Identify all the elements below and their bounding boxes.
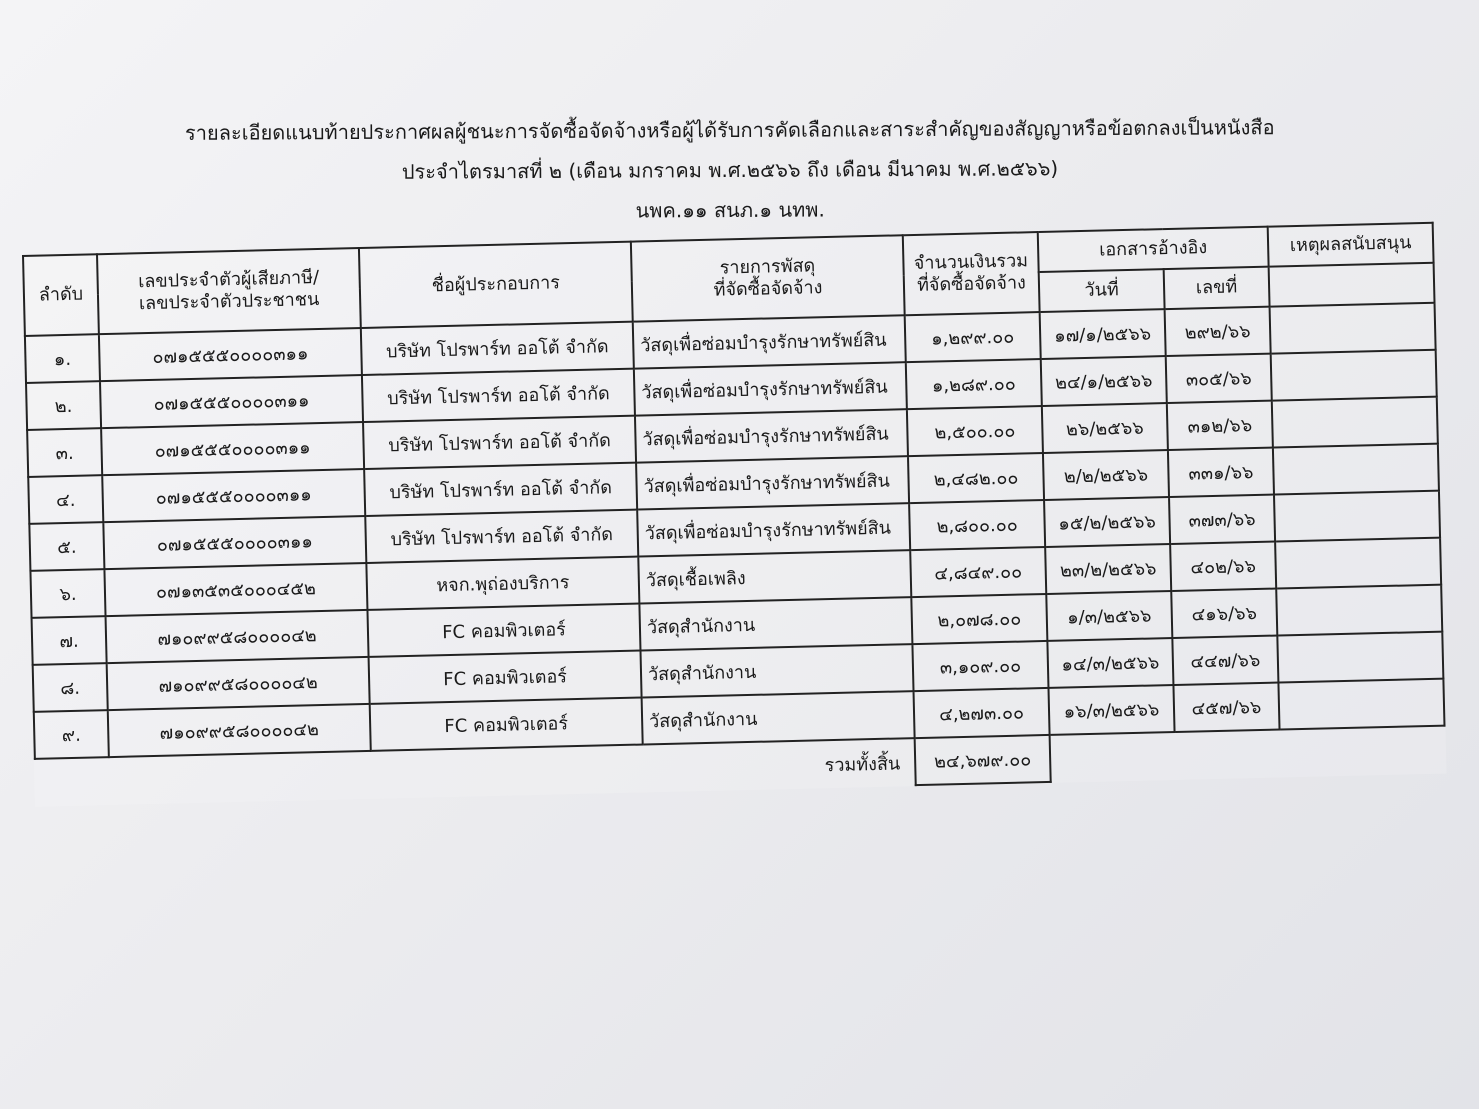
cell-item: วัสดุเพื่อซ่อมบำรุงรักษาทรัพย์สิน bbox=[634, 362, 907, 415]
cell-reason bbox=[1271, 350, 1437, 401]
cell-taxid: ๐๗๑๕๕๕๐๐๐๐๓๑๑ bbox=[99, 328, 362, 381]
cell-ref-date: ๑๕/๒/๒๕๖๖ bbox=[1044, 497, 1170, 547]
header-unit: นพค.๑๑ สนภ.๑ นทพ. bbox=[635, 197, 825, 223]
cell-ref-no: ๓๗๓/๖๖ bbox=[1169, 495, 1275, 544]
cell-ref-date: ๒๖/๒๕๖๖ bbox=[1042, 403, 1168, 453]
cell-seq: ๓. bbox=[27, 428, 102, 477]
col-header-amount-line2: ที่จัดซื้อจัดจ้าง bbox=[916, 272, 1027, 296]
cell-ref-date: ๑๗/๑/๒๕๖๖ bbox=[1040, 309, 1166, 359]
cell-reason bbox=[1272, 397, 1438, 448]
col-header-amount-line1: จำนวนเงินรวม bbox=[913, 250, 1029, 274]
header-quarter: ประจำไตรมาสที่ ๒ (เดือน มกราคม พ.ศ.๒๕๖๖ ถึง เดือน มีนาคม พ.ศ.๒๕๖๖) bbox=[401, 156, 1059, 184]
cell-ref-date: ๒/๒/๒๕๖๖ bbox=[1043, 450, 1169, 500]
col-header-item-line1: รายการพัสดุ bbox=[719, 255, 816, 279]
cell-item: วัสดุเชื้อเพลิง bbox=[638, 550, 911, 603]
col-header-vendor: ชื่อผู้ประกอบการ bbox=[359, 242, 633, 328]
total-label: รวมทั้งสิ้น bbox=[824, 752, 901, 776]
cell-seq: ๔. bbox=[28, 475, 103, 524]
cell-amount: ๑,๒๙๙.๐๐ bbox=[905, 312, 1041, 362]
cell-taxid: ๗๑๐๙๙๕๘๐๐๐๐๔๒ bbox=[106, 610, 369, 663]
cell-ref-no: ๔๑๖/๖๖ bbox=[1171, 589, 1277, 638]
cell-ref-no: ๓๓๑/๖๖ bbox=[1168, 448, 1274, 497]
cell-taxid: ๐๗๑๕๕๕๐๐๐๐๓๑๑ bbox=[103, 516, 366, 569]
cell-ref-no: ๔๕๗/๖๖ bbox=[1173, 683, 1279, 732]
cell-taxid: ๗๑๐๙๙๕๘๐๐๐๐๔๒ bbox=[108, 704, 371, 757]
cell-ref-date: ๑๖/๓/๒๕๖๖ bbox=[1048, 685, 1174, 735]
cell-ref-no: ๒๙๒/๖๖ bbox=[1165, 307, 1271, 356]
cell-reason bbox=[1277, 632, 1443, 683]
table-body bbox=[25, 303, 1446, 806]
col-header-taxid-line2: เลขประจำตัวประชาชน bbox=[138, 289, 320, 315]
cell-seq: ๙. bbox=[34, 710, 109, 759]
cell-seq: ๗. bbox=[32, 616, 107, 665]
document-header bbox=[150, 107, 1311, 233]
cell-item: วัสดุสำนักงาน bbox=[640, 644, 913, 697]
cell-taxid: ๐๗๑๕๕๕๐๐๐๐๓๑๑ bbox=[102, 469, 365, 522]
cell-vendor: บริษัท โปรพาร์ท ออโต้ จำกัด bbox=[364, 463, 637, 516]
cell-taxid: ๐๗๑๕๕๕๐๐๐๐๓๑๑ bbox=[101, 422, 364, 475]
col-header-reason: เหตุผลสนับสนุน bbox=[1268, 223, 1434, 267]
cell-vendor: บริษัท โปรพาร์ท ออโต้ จำกัด bbox=[361, 322, 634, 375]
cell-item: วัสดุเพื่อซ่อมบำรุงรักษาทรัพย์สิน bbox=[636, 456, 909, 509]
cell-ref-date: ๑/๓/๒๕๖๖ bbox=[1046, 591, 1172, 641]
cell-seq: ๘. bbox=[33, 663, 108, 712]
cell-ref-no: ๔๐๒/๖๖ bbox=[1170, 542, 1276, 591]
total-amount: ๒๔,๖๗๙.๐๐ bbox=[915, 735, 1051, 785]
col-header-taxid-line1: เลขประจำตัวผู้เสียภาษี/ bbox=[137, 267, 320, 293]
cell-amount: ๒,๔๘๒.๐๐ bbox=[908, 453, 1044, 503]
cell-vendor: FC คอมพิวเตอร์ bbox=[370, 698, 643, 751]
cell-amount: ๒,๕๐๐.๐๐ bbox=[907, 406, 1043, 456]
cell-vendor: บริษัท โปรพาร์ท ออโต้ จำกัด bbox=[363, 416, 636, 469]
cell-reason bbox=[1273, 444, 1439, 495]
col-header-amount bbox=[903, 232, 1040, 315]
cell-item: วัสดุเพื่อซ่อมบำรุงรักษาทรัพย์สิน bbox=[637, 503, 910, 556]
cell-ref-date: ๑๔/๓/๒๕๖๖ bbox=[1047, 638, 1173, 688]
cell-amount: ๒,๘๐๐.๐๐ bbox=[909, 500, 1045, 550]
col-header-ref-date: วันที่ bbox=[1039, 269, 1165, 312]
cell-taxid: ๐๗๑๕๕๕๐๐๐๐๓๑๑ bbox=[100, 375, 363, 428]
cell-vendor: FC คอมพิวเตอร์ bbox=[369, 651, 642, 704]
cell-reason bbox=[1275, 538, 1441, 589]
header-title: รายละเอียดแนบท้ายประกาศผลผู้ชนะการจัดซื้อจัดจ้างหรือผู้ได้รับการคัดเลือกและสาระสำคัญของสัญญาหรือข้อตกลงเป็นหนังสือ bbox=[184, 115, 1275, 145]
cell-vendor: หจก.พุถ่องบริการ bbox=[366, 557, 639, 610]
cell-ref-no: ๔๔๗/๖๖ bbox=[1172, 636, 1278, 685]
cell-vendor: บริษัท โปรพาร์ท ออโต้ จำกัด bbox=[362, 369, 635, 422]
cell-seq: ๕. bbox=[29, 522, 104, 571]
cell-item: วัสดุสำนักงาน bbox=[639, 597, 912, 650]
cell-reason bbox=[1278, 679, 1444, 730]
col-header-ref-no: เลขที่ bbox=[1164, 267, 1270, 309]
col-header-ref: เอกสารอ้างอิง bbox=[1038, 227, 1269, 272]
cell-seq: ๒. bbox=[26, 381, 101, 430]
procurement-table-wrapper bbox=[22, 222, 1447, 807]
cell-amount: ๑,๒๘๙.๐๐ bbox=[906, 359, 1042, 409]
cell-item: วัสดุเพื่อซ่อมบำรุงรักษาทรัพย์สิน bbox=[633, 315, 906, 368]
procurement-table bbox=[22, 222, 1447, 807]
col-header-taxid bbox=[97, 248, 361, 334]
cell-seq: ๖. bbox=[30, 569, 105, 618]
col-header-seq: ลำดับ bbox=[23, 254, 99, 336]
cell-item: วัสดุเพื่อซ่อมบำรุงรักษาทรัพย์สิน bbox=[635, 409, 908, 462]
col-header-item bbox=[631, 235, 905, 321]
cell-reason bbox=[1276, 585, 1442, 636]
cell-taxid: ๐๗๑๓๕๓๕๐๐๐๔๕๒ bbox=[104, 563, 367, 616]
cell-item: วัสดุสำนักงาน bbox=[642, 691, 915, 744]
col-header-reason-blank bbox=[1269, 263, 1435, 307]
cell-taxid: ๗๑๐๙๙๕๘๐๐๐๐๔๒ bbox=[107, 657, 370, 710]
cell-vendor: FC คอมพิวเตอร์ bbox=[367, 604, 640, 657]
cell-seq: ๑. bbox=[25, 334, 100, 383]
cell-vendor: บริษัท โปรพาร์ท ออโต้ จำกัด bbox=[365, 510, 638, 563]
col-header-item-line2: ที่จัดซื้อจัดจ้าง bbox=[713, 277, 823, 301]
cell-amount: ๔,๘๔๙.๐๐ bbox=[910, 547, 1046, 597]
cell-reason bbox=[1274, 491, 1440, 542]
cell-reason bbox=[1270, 303, 1436, 354]
cell-amount: ๓,๑๐๙.๐๐ bbox=[912, 641, 1048, 691]
cell-ref-date: ๒๔/๑/๒๕๖๖ bbox=[1041, 356, 1167, 406]
cell-amount: ๒,๐๗๘.๐๐ bbox=[911, 594, 1047, 644]
cell-amount: ๔,๒๗๓.๐๐ bbox=[914, 688, 1050, 738]
cell-ref-no: ๓๑๒/๖๖ bbox=[1167, 401, 1273, 450]
cell-ref-no: ๓๐๕/๖๖ bbox=[1166, 354, 1272, 403]
cell-ref-date: ๒๓/๒/๒๕๖๖ bbox=[1045, 544, 1171, 594]
